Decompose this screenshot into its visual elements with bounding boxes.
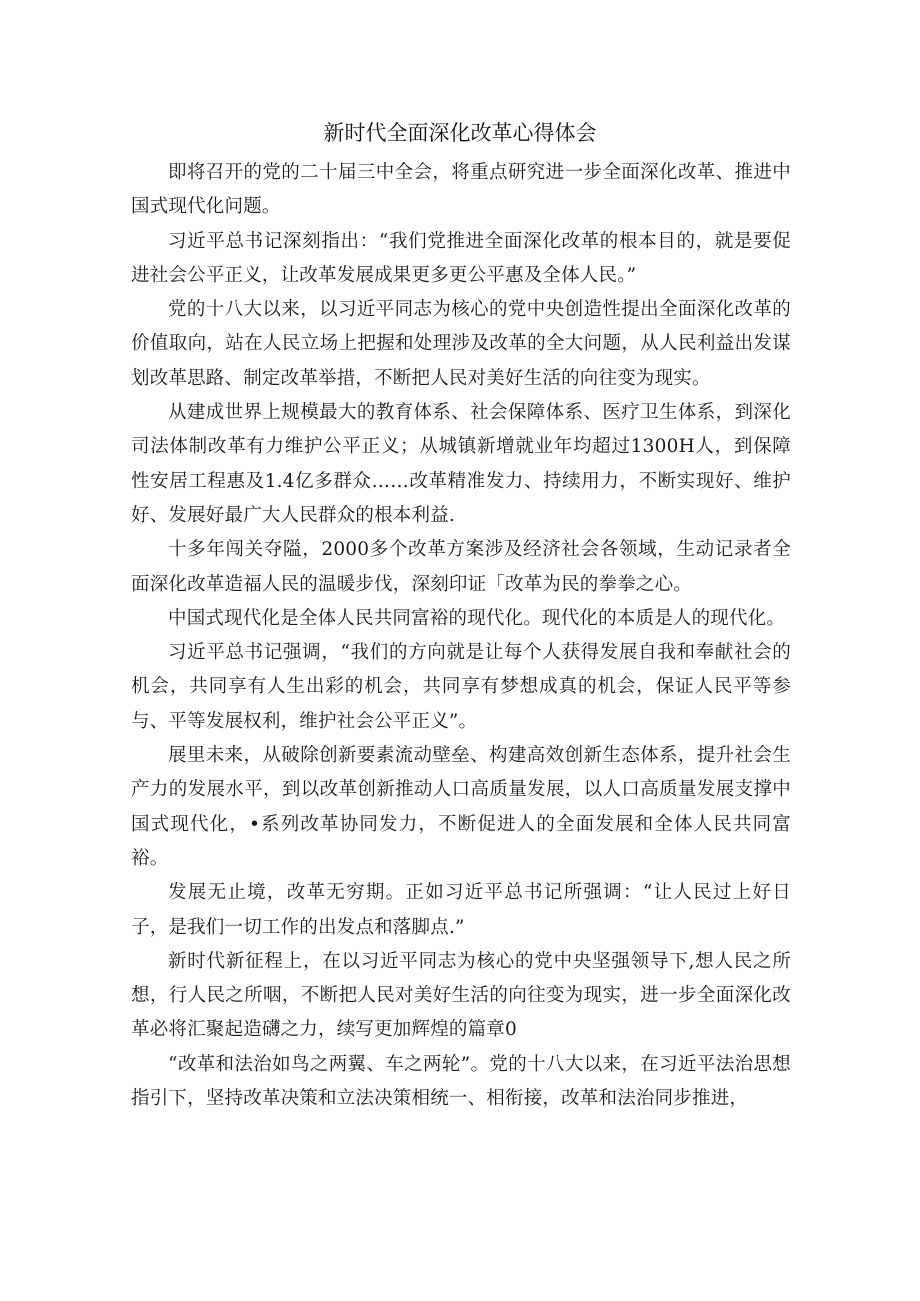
paragraph: 中国式现代化是全体人民共同富裕的现代化。现代化的本质是人的现代化。 — [168, 607, 786, 629]
paragraph: 习近平总书记强调，“我们的方向就是让每个人获得发展自我和奉献社会的机会，共同享有人生出彩的机会，共同享有梦想成真的机会，保证人民平等参与、平等发展权利，维护社会公平正义”。 — [131, 642, 791, 732]
paragraph: 即将召开的党的二十届三中全会，将重点研究进一步全面深化改革、推进中国式现代化问题。 — [131, 162, 791, 218]
paragraph: 新时代新征程上，在以习近平同志为核心的党中央坚强领导下,想人民之所想，行人民之所咽，不断把人民对美好生活的向往变为现实，进一步全面深化改革必将汇聚起造礴之力，续写更加辉煌的篇章0 — [131, 950, 791, 1041]
paragraph: “改革和法治如鸟之两翼、车之两轮”。党的十八大以来，在习近平法治思想指引下，坚持改革决策和立法决策相统一、相衔接，改革和法治同步推进， — [131, 1053, 791, 1110]
paragraph: 发展无止境，改革无穷期。正如习近平总书记所强调：“让人民过上好日子，是我们一切工作的出发点和落脚点.” — [131, 882, 791, 938]
paragraph: 习近平总书记深刻指出：“我们党推进全面深化改革的根本目的，就是要促进社会公平正义，让改革发展成果更多更公平惠及全体人民。” — [131, 230, 791, 286]
document-title: 新时代全面深化改革心得体会 — [323, 121, 597, 145]
paragraph: 十多年闯关夺隘，2000多个改革方案涉及经济社会各领域，生动记录者全面深化改革造福人民的温暖步伐，深刻印证「改革为民的拳拳之心。 — [131, 539, 791, 595]
paragraph: 党的十八大以来，以习近平同志为核心的党中央创造性提出全面深化改革的价值取向，站在人民立场上把握和处理涉及改革的全大问题，从人民利益出发谋划改革思路、制定改革举措，不断把人民对美好生活的向往变为现实。 — [131, 299, 791, 389]
document-body — [131, 156, 791, 1116]
paragraph: 展里未来，从破除创新要素流动壁垒、构建高效创新生态体系，提升社会生产力的发展水平，到以改革创新推动人口高质量发展，以人口高质量发展支撑中国式现代化，•系列改革协同发力，不断促进人的全面发展和全体人民共同富裕。 — [131, 745, 791, 869]
paragraph: 从建成世界上规模最大的教育体系、社会保障体系、医疗卫生体系，到深化司法体制改革有力维护公平正义；从城镇新增就业年均超过1300H人，到保障性安居工程惠及1.4亿多群众……改革精准发力、持续用力，不断实现好、维护好、发展好最广大人民群众的根本利益. — [131, 402, 791, 526]
